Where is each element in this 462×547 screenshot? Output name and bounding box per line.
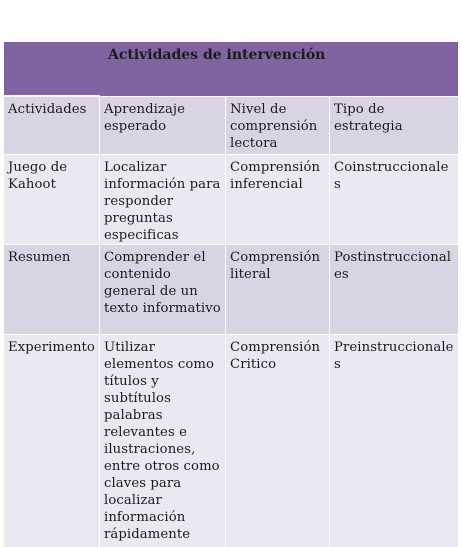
table-cell: Postinstruccionales (330, 245, 458, 334)
table-cell: Comprensión Critico (226, 335, 329, 547)
table-cell: Comprensión inferencial (226, 155, 329, 244)
table-cell: Comprender el contenido general de un texto informativo (100, 245, 225, 334)
table-cell: Resumen (4, 245, 99, 334)
intervention-table (4, 42, 458, 547)
table-cell: Comprensión literal (226, 245, 329, 334)
header-tipo: Tipo de estrategia (330, 97, 458, 154)
table-cell: Preinstruccionales (330, 335, 458, 547)
table-title-row (4, 42, 458, 96)
table-cell: Utilizar elementos como títulos y subtítulos palabras relevantes e ilustraciones, entre otros como claves para localizar información rápidamente (100, 335, 225, 547)
table-cell: Coinstruccionales (330, 155, 458, 244)
header-aprendizaje: Aprendizaje esperado (100, 97, 225, 154)
header-actividades: Actividades (4, 97, 99, 154)
table-cell: Localizar información para responder preguntas especificas (100, 155, 225, 244)
table-cell: Juego de Kahoot (4, 155, 99, 244)
table-cell: Experimento (4, 335, 99, 547)
table-title: Actividades de intervención (108, 47, 326, 63)
header-nivel: Nivel de comprensión lectora (226, 97, 329, 154)
